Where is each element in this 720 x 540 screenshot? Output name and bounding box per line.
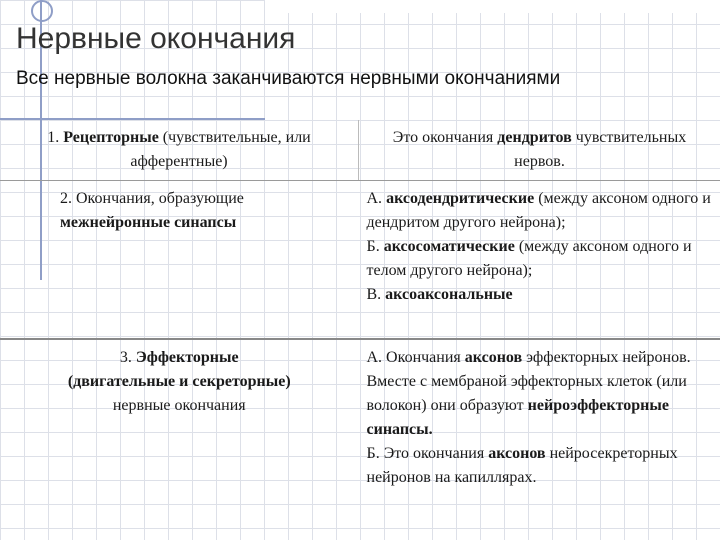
- cell-text: нейросекреторных нейронов на капиллярах.: [366, 445, 678, 486]
- effector-item-a: [367, 346, 713, 442]
- term-bold: Рецепторные: [63, 129, 159, 146]
- cell-text: (между аксоном одного и дендритом другого нейрона);: [366, 190, 711, 231]
- receptor-description-cell: [359, 120, 720, 181]
- row-number: 1.: [47, 129, 64, 146]
- table-row: [0, 339, 720, 534]
- term-bold: аксонов: [488, 445, 546, 462]
- term-bold: аксодендритические: [386, 190, 535, 207]
- cell-text: чувствительных нервов.: [514, 129, 687, 170]
- cell-text: (между аксоном одного и телом другого нейрона);: [366, 238, 692, 279]
- cell-text: (чувствительные, или афферентные): [130, 129, 311, 170]
- cell-text: 2. Окончания, образующие: [60, 190, 244, 207]
- table-row: [0, 181, 720, 340]
- table-row: [0, 120, 720, 181]
- item-marker: А.: [366, 190, 387, 207]
- cell-text: нервные окончания: [112, 397, 246, 414]
- synapse-type-c: [367, 283, 713, 307]
- synapse-endings-cell: [0, 181, 359, 340]
- receptor-endings-cell: [0, 120, 359, 181]
- term-bold: аксосоматические: [383, 238, 515, 255]
- nerve-endings-table: [0, 120, 720, 534]
- row-number: 3.: [119, 349, 136, 366]
- term-bold: Эффекторные: [135, 349, 239, 366]
- effector-item-b: [367, 442, 713, 490]
- term-bold: аксонов: [464, 349, 523, 366]
- cell-text: эффекторных нейронов. Вместе с мембраной эффекторных клеток (или волокон) они образуют: [366, 349, 691, 414]
- cell-text: Это окончания: [392, 129, 498, 146]
- term-bold: межнейронные синапсы: [60, 214, 237, 231]
- effector-description-cell: [359, 339, 720, 534]
- effector-endings-cell: [0, 339, 359, 534]
- slide-title: Нервные окончания: [16, 22, 296, 55]
- synapse-types-cell: [359, 181, 720, 340]
- term-bold: дендритов: [497, 129, 572, 146]
- effector-heading: [8, 346, 351, 370]
- item-marker: В.: [366, 286, 386, 303]
- item-marker: Б.: [366, 238, 384, 255]
- term-bold: аксоаксональные: [385, 286, 513, 303]
- cell-text: А. Окончания: [366, 349, 465, 366]
- cell-text: Б. Это окончания: [366, 445, 489, 462]
- slide-subtitle: Все нервные волокна заканчиваются нервными окончаниями: [16, 68, 561, 89]
- term-bold: (двигательные и секреторные): [67, 373, 291, 390]
- term-bold: нейроэффекторные синапсы.: [366, 397, 669, 438]
- top-white-strip: [265, 0, 720, 13]
- synapse-type-a: [367, 187, 713, 235]
- synapse-type-b: [367, 235, 713, 283]
- decorative-circle-icon: [31, 0, 53, 22]
